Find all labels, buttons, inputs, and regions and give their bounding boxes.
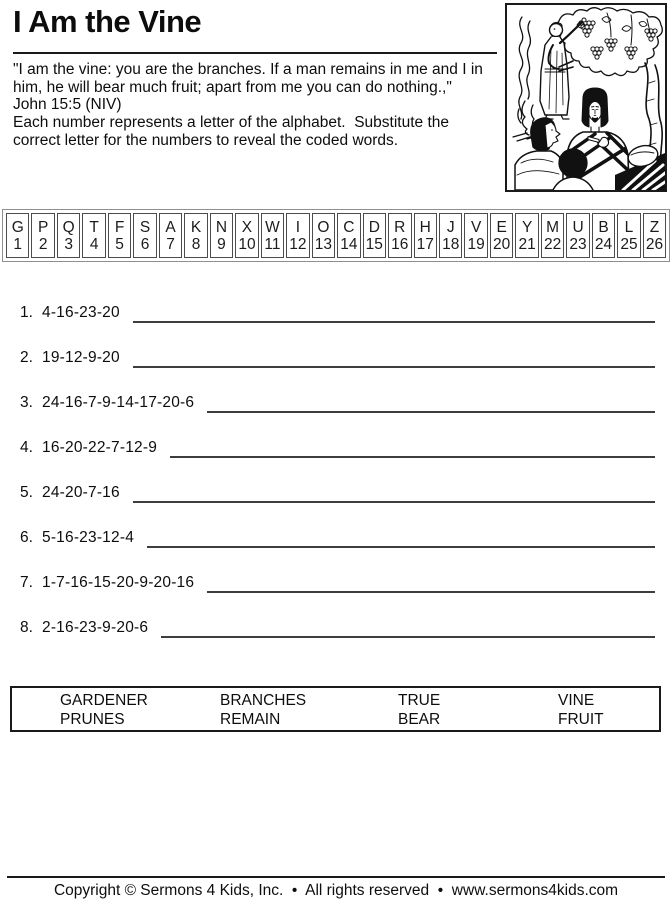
decoder-cell (439, 213, 462, 258)
decoder-number: 15 (365, 235, 383, 253)
decoder-cell (6, 213, 29, 258)
word-bank-item: TRUE (398, 692, 441, 709)
decoder-cell (210, 213, 233, 258)
decoder-number: 17 (416, 235, 434, 253)
word-bank-item: BEAR (398, 711, 441, 728)
decoder-letter: B (598, 218, 609, 236)
decoder-cell (235, 213, 258, 258)
decoder-cell (312, 213, 335, 258)
decoder-letter: L (624, 218, 634, 236)
puzzle-number: 5. (20, 484, 33, 501)
decoder-number: 18 (442, 235, 460, 253)
decoder-letter: W (265, 218, 280, 236)
title-divider (13, 52, 497, 54)
illustration-frame (505, 3, 667, 192)
puzzle-code: 1-7-16-15-20-9-20-16 (42, 574, 195, 591)
puzzle-row (20, 394, 655, 439)
puzzle-row (20, 574, 655, 619)
answer-blank (133, 304, 655, 323)
puzzle-row (20, 349, 655, 394)
puzzle-code: 24-16-7-9-14-17-20-6 (42, 394, 195, 411)
decoder-letter: M (546, 218, 560, 236)
word-bank-item: PRUNES (60, 711, 125, 728)
decoder-number: 10 (238, 235, 256, 253)
puzzle-code: 16-20-22-7-12-9 (42, 439, 158, 456)
decoder-letter: T (89, 218, 99, 236)
decoder-letter: O (317, 218, 330, 236)
answer-blank (133, 484, 655, 503)
word-bank-item: BRANCHES (220, 692, 307, 709)
puzzle-row (20, 619, 655, 664)
decoder-letter: D (368, 218, 380, 236)
decoder-number: 7 (166, 235, 175, 253)
decoder-number: 22 (543, 235, 562, 253)
puzzle-number: 6. (20, 529, 33, 546)
answer-blank (207, 394, 655, 413)
decoder-cell (414, 213, 437, 258)
footer-divider (7, 876, 665, 878)
decoder-number: 24 (594, 235, 613, 253)
decoder-cell (515, 213, 538, 258)
decoder-letter: R (394, 218, 406, 236)
word-bank (10, 686, 661, 732)
decoder-letter: F (114, 218, 125, 236)
jesus-vine-scene-icon (507, 5, 665, 190)
decoder-key-table (2, 209, 670, 262)
decoder-letter: J (446, 218, 455, 236)
decoder-cell (464, 213, 487, 258)
decoder-cell (337, 213, 360, 258)
decoder-letter: K (190, 218, 202, 236)
puzzle-row (20, 529, 655, 574)
decoder-letter: X (241, 218, 253, 236)
puzzle-code: 4-16-23-20 (42, 304, 120, 321)
puzzle-code: 24-20-7-16 (42, 484, 120, 501)
decoder-cell (363, 213, 386, 258)
decoder-cell (617, 213, 640, 258)
answer-blank (170, 439, 655, 458)
decoder-letter: V (471, 218, 482, 236)
decoder-number: 13 (314, 235, 332, 253)
decoder-cell (592, 213, 615, 258)
decoder-number: 4 (89, 235, 99, 253)
decoder-cell (159, 213, 182, 258)
decoder-letter: Q (62, 218, 75, 236)
decoder-number: 25 (620, 235, 638, 253)
puzzle-row (20, 484, 655, 529)
decoder-letter: G (11, 218, 24, 236)
puzzle-row (20, 439, 655, 484)
puzzle-number: 7. (20, 574, 33, 591)
puzzle-number: 3. (20, 394, 33, 411)
decoder-letter: H (419, 218, 431, 236)
decoder-number: 21 (518, 235, 536, 253)
puzzle-code: 2-16-23-9-20-6 (42, 619, 149, 636)
word-bank-item: FRUIT (558, 711, 604, 728)
decoder-letter: U (572, 218, 584, 236)
decoder-cell (82, 213, 105, 258)
decoder-cell (184, 213, 207, 258)
puzzle-number: 8. (20, 619, 33, 636)
decoder-number: 8 (191, 235, 201, 253)
answer-blank (161, 619, 655, 638)
decoder-letter: C (343, 218, 355, 236)
puzzle-number: 4. (20, 439, 33, 456)
decoder-letter: I (295, 218, 301, 236)
puzzle-list (20, 304, 655, 664)
word-bank-item: REMAIN (220, 711, 281, 728)
instructions-text: Each number represents a letter of the alphabet. Substitute the correct letter for the numbers to reveal the coded words. (13, 114, 454, 149)
decoder-number: 1 (13, 235, 23, 253)
decoder-letter: Z (649, 218, 660, 236)
decoder-letter: A (165, 218, 176, 236)
word-bank-item: VINE (558, 692, 595, 709)
decoder-cell (286, 213, 309, 258)
answer-blank (147, 529, 655, 548)
verse-quote: "I am the vine: you are the branches. If a man remains in me and I in him, he will bear much fruit; apart from me you can do nothing.," (13, 61, 483, 96)
decoder-number: 14 (340, 235, 358, 253)
decoder-number: 26 (645, 235, 664, 253)
puzzle-code: 19-12-9-20 (42, 349, 120, 366)
verse-reference: John 15:5 (NIV) (13, 96, 122, 113)
decoder-number: 11 (264, 235, 281, 253)
decoder-letter: P (38, 218, 49, 236)
answer-blank (133, 349, 655, 368)
decoder-number: 3 (64, 235, 73, 253)
decoder-cell (541, 213, 564, 258)
decoder-number: 12 (289, 235, 307, 253)
decoder-cell (133, 213, 156, 258)
decoder-cell (57, 213, 80, 258)
page-title: I Am the Vine (13, 4, 202, 39)
decoder-cell (108, 213, 131, 258)
decoder-cell (566, 213, 589, 258)
decoder-cell (261, 213, 284, 258)
puzzle-number: 2. (20, 349, 33, 366)
decoder-cell (490, 213, 513, 258)
decoder-number: 6 (140, 235, 150, 253)
word-bank-item: GARDENER (60, 692, 148, 709)
decoder-number: 23 (569, 235, 587, 253)
decoder-number: 5 (115, 235, 124, 253)
footer-copyright: Copyright © Sermons 4 Kids, Inc. • All rights reserved • www.sermons4kids.com (53, 882, 619, 899)
bible-verse (13, 61, 500, 114)
decoder-cell (643, 213, 666, 258)
decoder-letter: E (496, 218, 507, 236)
decoder-number: 9 (217, 235, 226, 253)
decoder-letter: N (215, 218, 228, 236)
decoder-number: 16 (391, 235, 409, 253)
decoder-letter: Y (521, 218, 533, 236)
decoder-number: 19 (467, 235, 485, 253)
decoder-number: 2 (38, 235, 48, 253)
answer-blank (207, 574, 655, 593)
decoder-cell (31, 213, 54, 258)
decoder-cell (388, 213, 411, 258)
decoder-number: 20 (493, 235, 511, 253)
puzzle-code: 5-16-23-12-4 (42, 529, 135, 546)
decoder-letter: S (139, 218, 151, 236)
puzzle-number: 1. (20, 304, 33, 321)
puzzle-row (20, 304, 655, 349)
